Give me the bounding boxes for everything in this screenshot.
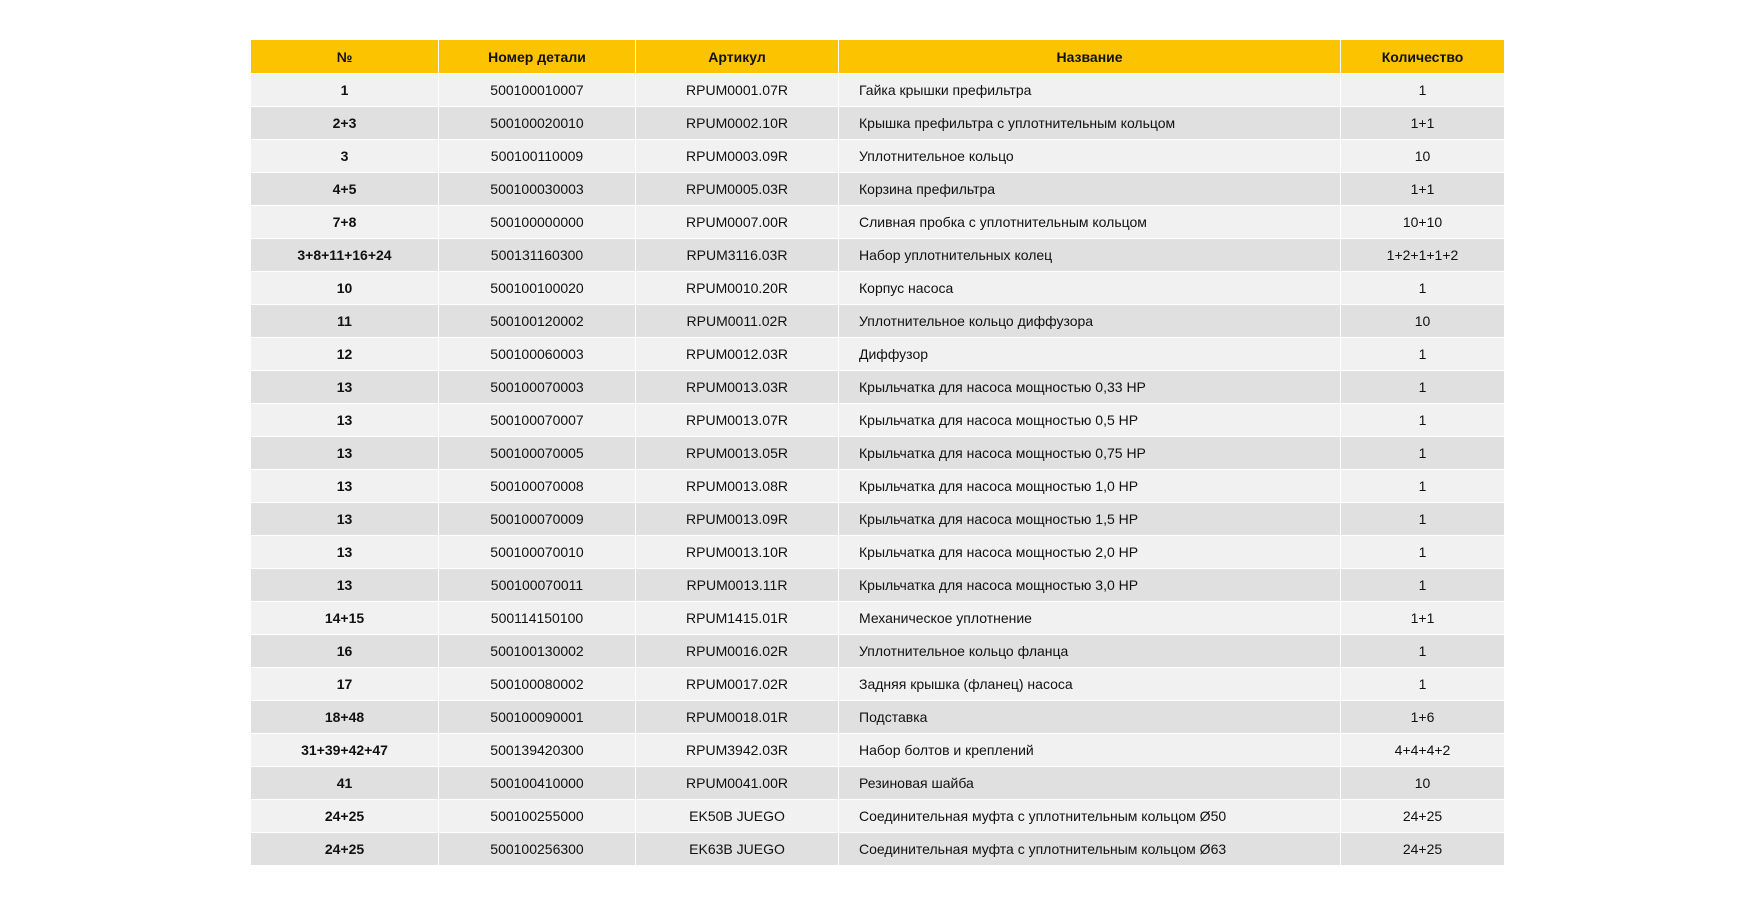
cell-quantity: 1+1 bbox=[1341, 173, 1504, 206]
table-row bbox=[251, 635, 1504, 668]
header-article: Артикул bbox=[636, 40, 839, 74]
cell-quantity: 1 bbox=[1341, 668, 1504, 701]
cell-name: Крыльчатка для насоса мощностью 3,0 HP bbox=[839, 569, 1341, 602]
cell-number: 31+39+42+47 bbox=[251, 734, 439, 767]
cell-article: RPUM0011.02R bbox=[636, 305, 839, 338]
cell-part-number: 500100070008 bbox=[439, 470, 636, 503]
table-row bbox=[251, 74, 1504, 107]
table-row bbox=[251, 107, 1504, 140]
cell-name: Крыльчатка для насоса мощностью 1,5 HP bbox=[839, 503, 1341, 536]
cell-article: RPUM0005.03R bbox=[636, 173, 839, 206]
cell-name: Резиновая шайба bbox=[839, 767, 1341, 800]
cell-name: Соединительная муфта с уплотнительным кольцом Ø63 bbox=[839, 833, 1341, 866]
cell-quantity: 1 bbox=[1341, 503, 1504, 536]
table-row bbox=[251, 833, 1504, 866]
table-row bbox=[251, 140, 1504, 173]
cell-name: Корзина префильтра bbox=[839, 173, 1341, 206]
cell-part-number: 500100100020 bbox=[439, 272, 636, 305]
cell-part-number: 500100030003 bbox=[439, 173, 636, 206]
cell-quantity: 10 bbox=[1341, 140, 1504, 173]
cell-article: EK50B JUEGO bbox=[636, 800, 839, 833]
cell-name: Гайка крышки префильтра bbox=[839, 74, 1341, 107]
cell-name: Диффузор bbox=[839, 338, 1341, 371]
cell-name: Механическое уплотнение bbox=[839, 602, 1341, 635]
cell-quantity: 10+10 bbox=[1341, 206, 1504, 239]
cell-part-number: 500100070005 bbox=[439, 437, 636, 470]
table-row bbox=[251, 701, 1504, 734]
cell-quantity: 1 bbox=[1341, 371, 1504, 404]
cell-number: 41 bbox=[251, 767, 439, 800]
cell-quantity: 1 bbox=[1341, 74, 1504, 107]
cell-number: 12 bbox=[251, 338, 439, 371]
cell-number: 13 bbox=[251, 404, 439, 437]
header-number: № bbox=[251, 40, 439, 74]
cell-name: Корпус насоса bbox=[839, 272, 1341, 305]
cell-article: RPUM0012.03R bbox=[636, 338, 839, 371]
cell-article: RPUM3942.03R bbox=[636, 734, 839, 767]
table-row bbox=[251, 668, 1504, 701]
cell-number: 7+8 bbox=[251, 206, 439, 239]
cell-name: Крыльчатка для насоса мощностью 0,75 HP bbox=[839, 437, 1341, 470]
cell-name: Уплотнительное кольцо фланца bbox=[839, 635, 1341, 668]
cell-number: 4+5 bbox=[251, 173, 439, 206]
cell-name: Соединительная муфта с уплотнительным кольцом Ø50 bbox=[839, 800, 1341, 833]
cell-name: Уплотнительное кольцо диффузора bbox=[839, 305, 1341, 338]
table-row bbox=[251, 272, 1504, 305]
cell-article: RPUM0007.00R bbox=[636, 206, 839, 239]
cell-quantity: 10 bbox=[1341, 305, 1504, 338]
cell-article: RPUM0013.08R bbox=[636, 470, 839, 503]
cell-quantity: 10 bbox=[1341, 767, 1504, 800]
table-row bbox=[251, 338, 1504, 371]
cell-quantity: 1 bbox=[1341, 470, 1504, 503]
cell-part-number: 500131160300 bbox=[439, 239, 636, 272]
table-row bbox=[251, 305, 1504, 338]
header-row bbox=[251, 40, 1504, 74]
cell-number: 13 bbox=[251, 437, 439, 470]
table-row bbox=[251, 767, 1504, 800]
cell-part-number: 500100110009 bbox=[439, 140, 636, 173]
table-row bbox=[251, 404, 1504, 437]
cell-article: RPUM0013.09R bbox=[636, 503, 839, 536]
cell-name: Крышка префильтра с уплотнительным кольцом bbox=[839, 107, 1341, 140]
cell-part-number: 500100020010 bbox=[439, 107, 636, 140]
parts-table-container bbox=[251, 40, 1504, 866]
cell-quantity: 1 bbox=[1341, 635, 1504, 668]
cell-part-number: 500100070009 bbox=[439, 503, 636, 536]
cell-number: 1 bbox=[251, 74, 439, 107]
table-row bbox=[251, 800, 1504, 833]
cell-name: Крыльчатка для насоса мощностью 1,0 HP bbox=[839, 470, 1341, 503]
cell-number: 13 bbox=[251, 536, 439, 569]
parts-table bbox=[251, 40, 1504, 866]
cell-article: RPUM1415.01R bbox=[636, 602, 839, 635]
cell-article: EK63B JUEGO bbox=[636, 833, 839, 866]
cell-quantity: 1 bbox=[1341, 569, 1504, 602]
table-row bbox=[251, 734, 1504, 767]
cell-name: Набор болтов и креплений bbox=[839, 734, 1341, 767]
cell-name: Подставка bbox=[839, 701, 1341, 734]
cell-part-number: 500100090001 bbox=[439, 701, 636, 734]
cell-part-number: 500114150100 bbox=[439, 602, 636, 635]
cell-article: RPUM3116.03R bbox=[636, 239, 839, 272]
header-name: Название bbox=[839, 40, 1341, 74]
table-row bbox=[251, 569, 1504, 602]
cell-quantity: 24+25 bbox=[1341, 800, 1504, 833]
cell-quantity: 24+25 bbox=[1341, 833, 1504, 866]
table-header bbox=[251, 40, 1504, 74]
cell-number: 24+25 bbox=[251, 833, 439, 866]
header-part-number: Номер детали bbox=[439, 40, 636, 74]
cell-article: RPUM0002.10R bbox=[636, 107, 839, 140]
table-row bbox=[251, 470, 1504, 503]
cell-part-number: 500100255000 bbox=[439, 800, 636, 833]
cell-name: Набор уплотнительных колец bbox=[839, 239, 1341, 272]
cell-part-number: 500100256300 bbox=[439, 833, 636, 866]
cell-quantity: 1+1 bbox=[1341, 602, 1504, 635]
cell-number: 24+25 bbox=[251, 800, 439, 833]
table-row bbox=[251, 239, 1504, 272]
table-row bbox=[251, 503, 1504, 536]
cell-name: Крыльчатка для насоса мощностью 0,33 HP bbox=[839, 371, 1341, 404]
cell-number: 18+48 bbox=[251, 701, 439, 734]
table-row bbox=[251, 371, 1504, 404]
cell-name: Крыльчатка для насоса мощностью 2,0 HP bbox=[839, 536, 1341, 569]
cell-article: RPUM0001.07R bbox=[636, 74, 839, 107]
cell-part-number: 500100410000 bbox=[439, 767, 636, 800]
cell-article: RPUM0013.07R bbox=[636, 404, 839, 437]
cell-number: 13 bbox=[251, 371, 439, 404]
cell-part-number: 500139420300 bbox=[439, 734, 636, 767]
cell-part-number: 500100120002 bbox=[439, 305, 636, 338]
cell-number: 13 bbox=[251, 569, 439, 602]
cell-part-number: 500100070010 bbox=[439, 536, 636, 569]
cell-quantity: 1 bbox=[1341, 338, 1504, 371]
cell-part-number: 500100070003 bbox=[439, 371, 636, 404]
cell-quantity: 1 bbox=[1341, 404, 1504, 437]
cell-part-number: 500100070011 bbox=[439, 569, 636, 602]
cell-quantity: 1 bbox=[1341, 437, 1504, 470]
table-row bbox=[251, 437, 1504, 470]
cell-name: Крыльчатка для насоса мощностью 0,5 HP bbox=[839, 404, 1341, 437]
cell-article: RPUM0041.00R bbox=[636, 767, 839, 800]
cell-quantity: 4+4+4+2 bbox=[1341, 734, 1504, 767]
cell-number: 16 bbox=[251, 635, 439, 668]
cell-article: RPUM0003.09R bbox=[636, 140, 839, 173]
cell-number: 13 bbox=[251, 470, 439, 503]
cell-quantity: 1+6 bbox=[1341, 701, 1504, 734]
cell-article: RPUM0013.05R bbox=[636, 437, 839, 470]
cell-article: RPUM0016.02R bbox=[636, 635, 839, 668]
cell-name: Уплотнительное кольцо bbox=[839, 140, 1341, 173]
cell-number: 14+15 bbox=[251, 602, 439, 635]
cell-part-number: 500100010007 bbox=[439, 74, 636, 107]
cell-part-number: 500100080002 bbox=[439, 668, 636, 701]
cell-number: 13 bbox=[251, 503, 439, 536]
cell-name: Сливная пробка с уплотнительным кольцом bbox=[839, 206, 1341, 239]
cell-number: 3 bbox=[251, 140, 439, 173]
cell-number: 11 bbox=[251, 305, 439, 338]
cell-quantity: 1+2+1+1+2 bbox=[1341, 239, 1504, 272]
cell-quantity: 1 bbox=[1341, 536, 1504, 569]
cell-number: 17 bbox=[251, 668, 439, 701]
cell-article: RPUM0013.03R bbox=[636, 371, 839, 404]
cell-quantity: 1 bbox=[1341, 272, 1504, 305]
table-row bbox=[251, 536, 1504, 569]
table-row bbox=[251, 206, 1504, 239]
table-row bbox=[251, 173, 1504, 206]
cell-part-number: 500100000000 bbox=[439, 206, 636, 239]
cell-article: RPUM0018.01R bbox=[636, 701, 839, 734]
table-row bbox=[251, 602, 1504, 635]
cell-article: RPUM0013.10R bbox=[636, 536, 839, 569]
cell-article: RPUM0013.11R bbox=[636, 569, 839, 602]
header-quantity: Количество bbox=[1341, 40, 1504, 74]
table-body bbox=[251, 74, 1504, 866]
cell-part-number: 500100060003 bbox=[439, 338, 636, 371]
cell-name: Задняя крышка (фланец) насоса bbox=[839, 668, 1341, 701]
cell-number: 3+8+11+16+24 bbox=[251, 239, 439, 272]
cell-part-number: 500100130002 bbox=[439, 635, 636, 668]
cell-article: RPUM0010.20R bbox=[636, 272, 839, 305]
cell-part-number: 500100070007 bbox=[439, 404, 636, 437]
cell-number: 2+3 bbox=[251, 107, 439, 140]
cell-article: RPUM0017.02R bbox=[636, 668, 839, 701]
cell-number: 10 bbox=[251, 272, 439, 305]
cell-quantity: 1+1 bbox=[1341, 107, 1504, 140]
